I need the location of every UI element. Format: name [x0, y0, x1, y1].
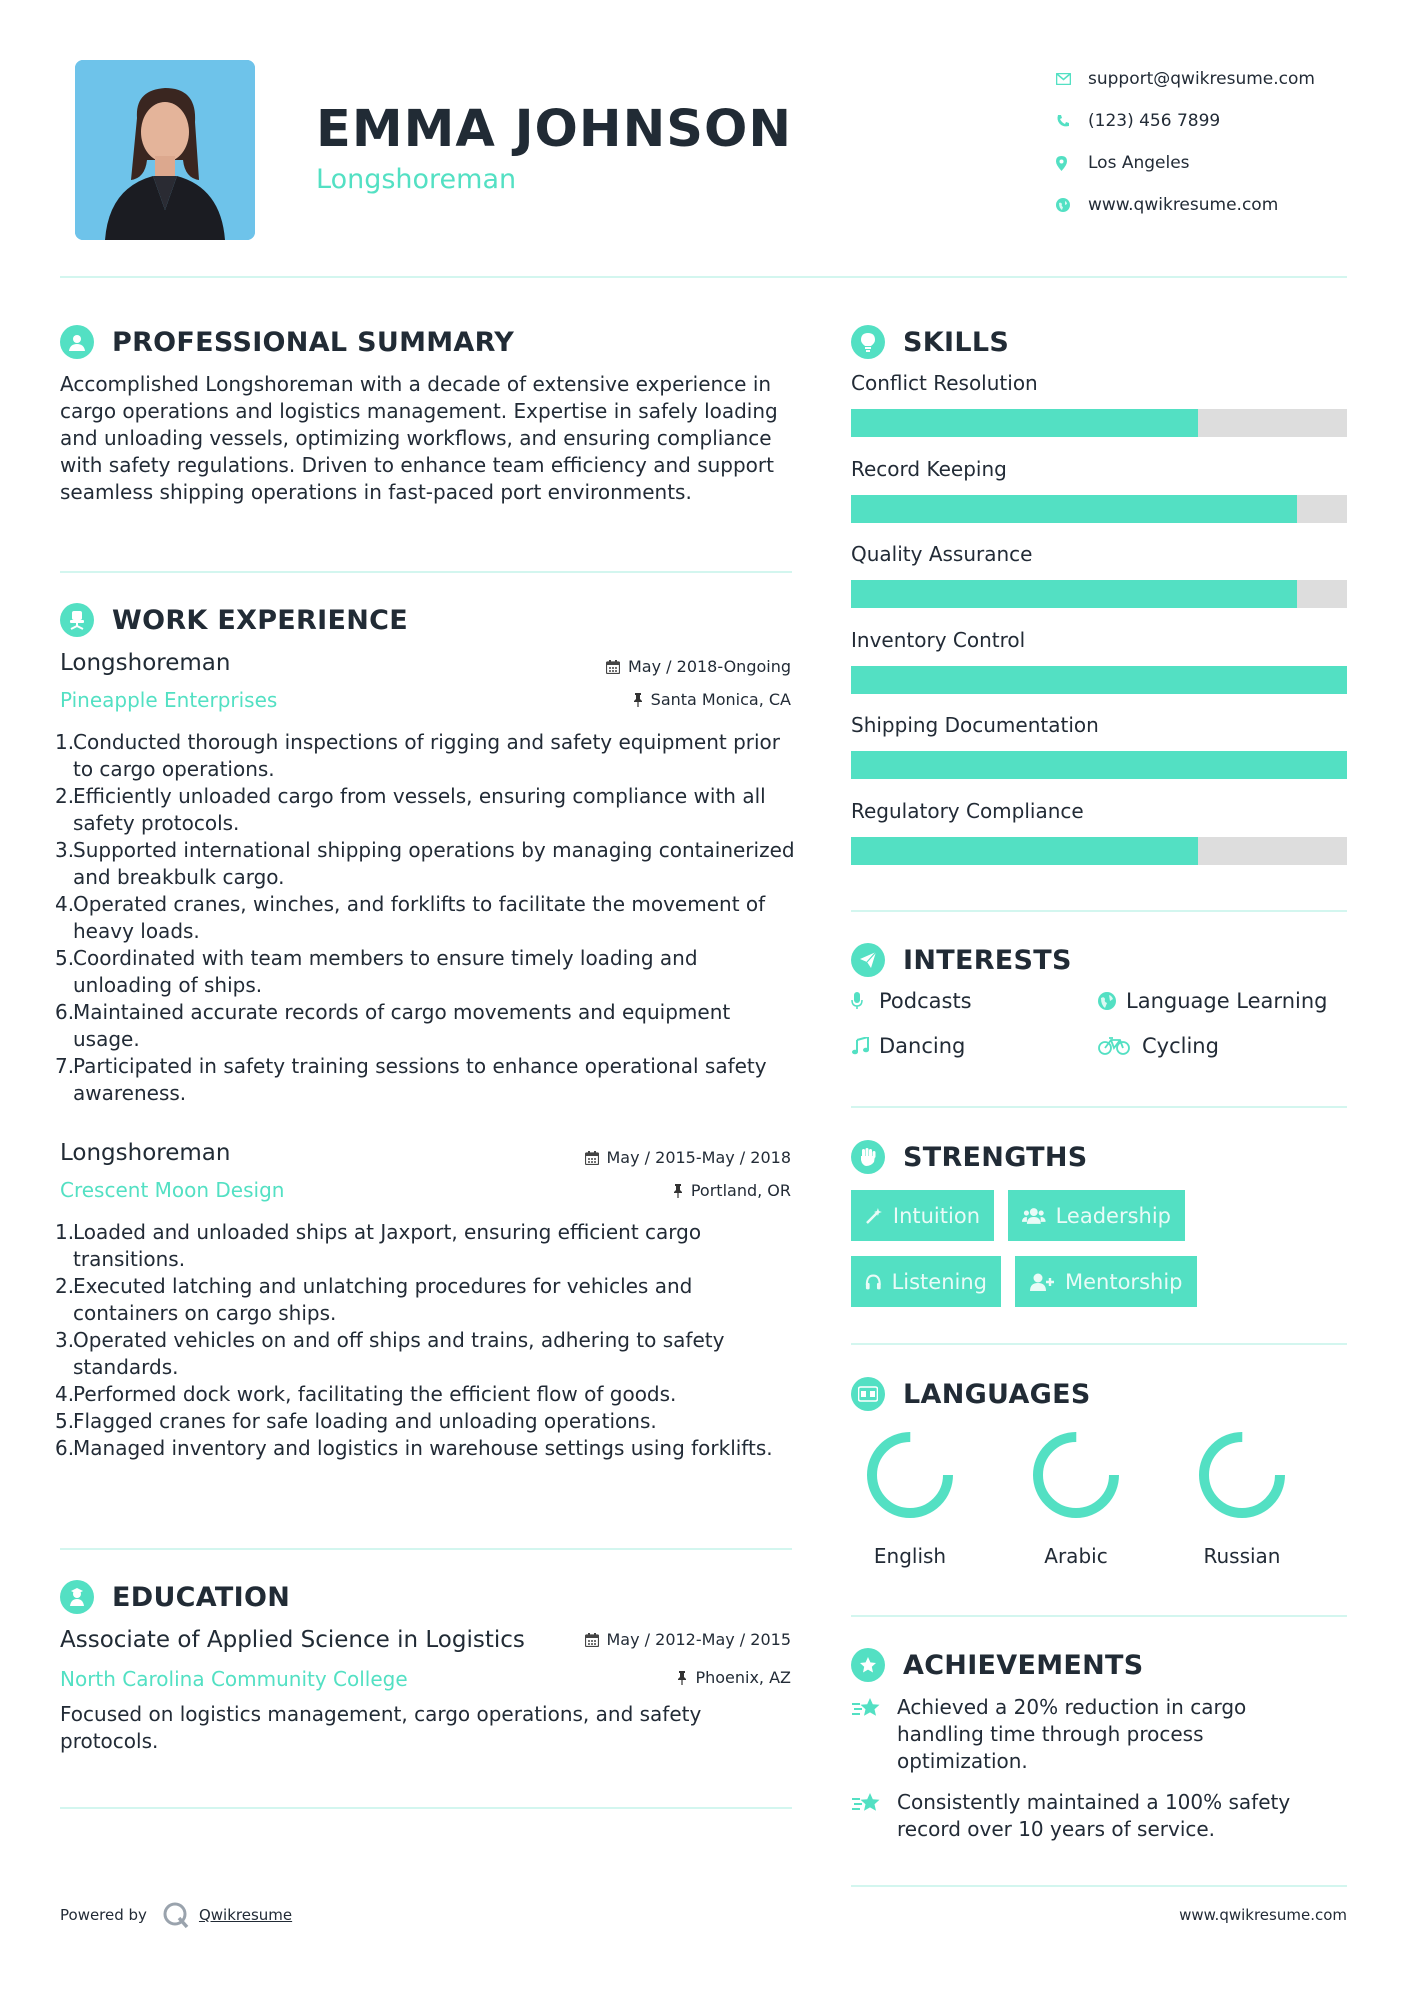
strength-label: Intuition — [892, 1203, 980, 1228]
job-1-title: Longshoreman — [60, 650, 231, 676]
bullet-text: Flagged cranes for safe loading and unloading operations. — [73, 1409, 657, 1433]
achievements-title: ACHIEVEMENTS — [903, 1649, 1144, 1681]
bullet-text: Operated vehicles on and off ships and trains, adhering to safety standards. — [73, 1328, 725, 1379]
skill-label: Regulatory Compliance — [851, 798, 1084, 823]
skill-label: Record Keeping — [851, 456, 1007, 481]
achievement-item-2 — [851, 1789, 1321, 1843]
education-text: Focused on logistics management, cargo operations, and safety protocols. — [60, 1702, 702, 1753]
list-item: 5. Coordinated with team members to ensure timely loading and unloading of ships. — [55, 945, 800, 999]
map-pin-icon — [1056, 153, 1088, 173]
experience-title: WORK EXPERIENCE — [112, 604, 408, 636]
skill-bar-fill — [851, 751, 1347, 779]
job-1-location — [633, 690, 791, 709]
strength-intuition — [851, 1190, 994, 1241]
user-plus-icon — [1029, 1273, 1055, 1291]
list-item: 2. Efficiently unloaded cargo from vessels, ensuring compliance with all safety protocols. — [55, 783, 800, 837]
language-name: English — [873, 1544, 947, 1568]
fist-icon — [851, 1140, 885, 1174]
contact-website[interactable] — [1056, 184, 1396, 226]
skill-bar — [851, 495, 1347, 523]
envelope-icon — [1056, 69, 1088, 89]
job-2-title: Longshoreman — [60, 1140, 231, 1166]
education-heading — [60, 1580, 290, 1614]
list-item: 3. Operated vehicles on and off ships and trains, adhering to safety standards. — [55, 1327, 775, 1381]
language-ring-arc — [872, 1437, 948, 1513]
profile-photo — [75, 60, 255, 240]
skill-label: Shipping Documentation — [851, 713, 1099, 737]
bullet-text: Performed dock work, facilitating the efficient flow of goods. — [73, 1382, 677, 1406]
skill-bar — [851, 409, 1347, 437]
job-1-date-text: May / 2018-Ongoing — [628, 657, 791, 676]
qwikresume-logo-icon — [161, 1900, 191, 1930]
users-icon — [1022, 1207, 1046, 1225]
interests-heading — [851, 943, 1072, 977]
achievement-text: Achieved a 20% reduction in cargo handling time through process optimization. — [897, 1695, 1247, 1773]
bullet-text: Executed latching and unlatching procedures for vehicles and containers on cargo ships. — [73, 1274, 693, 1325]
list-item: 1. Conducted thorough inspections of rigging and safety equipment prior to cargo operations. — [55, 729, 800, 783]
language-ring-arc — [1038, 1437, 1114, 1513]
star-badge-icon — [851, 1648, 885, 1682]
bullet-text: Efficiently unloaded cargo from vessels, ensuring compliance with all safety protocols. — [73, 784, 766, 835]
list-item: 3. Supported international shipping operations by managing containerized and breakbulk cargo. — [55, 837, 800, 891]
education-school: North Carolina Community College — [60, 1667, 408, 1691]
globe-icon — [1098, 992, 1126, 1010]
job-2-bullets — [55, 1219, 775, 1462]
contact-list — [1056, 58, 1396, 226]
list-item: 2. Executed latching and unlatching procedures for vehicles and containers on cargo ships. — [55, 1273, 775, 1327]
job-1-date — [606, 657, 791, 676]
interest-dancing — [851, 1034, 965, 1058]
interest-label: Cycling — [1142, 1034, 1219, 1058]
skill-bar — [851, 580, 1347, 608]
bullet-text: Coordinated with team members to ensure timely loading and unloading of ships. — [73, 946, 698, 997]
skill-bar-fill — [851, 666, 1347, 694]
magic-wand-icon — [865, 1207, 883, 1225]
language-ring — [1031, 1430, 1121, 1520]
bicycle-icon — [1098, 1037, 1142, 1055]
list-item: 7. Participated in safety training sessions to enhance operational safety awareness. — [55, 1053, 800, 1107]
skill-bar-fill — [851, 495, 1297, 523]
job-2-company: Crescent Moon Design — [60, 1178, 285, 1202]
skill-bar — [851, 751, 1347, 779]
education-date — [585, 1630, 792, 1649]
achievement-item-1 — [851, 1694, 1321, 1775]
paper-plane-icon — [851, 943, 885, 977]
contact-website-text: www.qwikresume.com — [1088, 195, 1279, 215]
list-item: 4. Operated cranes, winches, and forklifts to facilitate the movement of heavy loads. — [55, 891, 800, 945]
strength-label: Leadership — [1055, 1203, 1171, 1228]
contact-location-text: Los Angeles — [1088, 153, 1190, 173]
achievement-text: Consistently maintained a 100% safety record over 10 years of service. — [897, 1790, 1291, 1841]
education-title: EDUCATION — [112, 1581, 291, 1613]
user-circle-icon — [60, 325, 94, 359]
skill-label: Inventory Control — [851, 627, 1026, 652]
skills-heading — [851, 325, 1009, 359]
education-degree: Associate of Applied Science in Logistics — [60, 1627, 525, 1653]
education-location — [677, 1668, 791, 1687]
bullet-text: Supported international shipping operations by managing containerized and breakbulk cargo. — [73, 838, 795, 889]
bullet-text: Operated cranes, winches, and forklifts to facilitate the movement of heavy loads. — [73, 892, 766, 943]
experience-divider — [60, 1548, 792, 1550]
strengths-heading — [851, 1140, 1088, 1174]
interest-podcasts — [851, 989, 972, 1013]
language-name: Arabic — [1044, 1544, 1108, 1568]
shooting-star-icon — [851, 1694, 897, 1775]
interest-language-learning — [1098, 989, 1327, 1013]
skill-bar-fill — [851, 837, 1198, 865]
skill-label: Conflict Resolution — [851, 371, 1038, 395]
interest-label: Podcasts — [879, 989, 972, 1013]
language-card-icon — [851, 1377, 885, 1411]
strength-label: Mentorship — [1065, 1269, 1183, 1294]
list-item: 6. Maintained accurate records of cargo movements and equipment usage. — [55, 999, 800, 1053]
language-ring — [865, 1430, 955, 1520]
language-ring-arc — [1204, 1437, 1280, 1513]
strength-mentorship — [1015, 1256, 1197, 1307]
education-date-text: May / 2012-May / 2015 — [606, 1630, 791, 1649]
summary-title: PROFESSIONAL SUMMARY — [112, 326, 515, 358]
strength-label: Listening — [891, 1269, 987, 1294]
bullet-text: Managed inventory and logistics in warehouse settings using forklifts. — [73, 1436, 773, 1460]
globe-icon — [1056, 195, 1088, 215]
job-2-location — [673, 1181, 791, 1200]
shooting-star-icon — [851, 1789, 897, 1843]
interest-cycling — [1098, 1034, 1219, 1058]
languages-title: LANGUAGES — [903, 1378, 1091, 1410]
pushpin-icon — [633, 693, 643, 707]
footer-website[interactable]: www.qwikresume.com — [1179, 1906, 1347, 1924]
skills-title: SKILLS — [903, 326, 1010, 358]
contact-location — [1056, 142, 1396, 184]
skill-bar-fill — [851, 580, 1297, 608]
interests-title: INTERESTS — [903, 944, 1072, 976]
skill-bar — [851, 666, 1347, 694]
bullet-text: Loaded and unloaded ships at Jaxport, ensuring efficient cargo transitions. — [73, 1220, 702, 1271]
headphones-icon — [865, 1273, 882, 1291]
languages-heading — [851, 1377, 1091, 1411]
list-item: 4. Performed dock work, facilitating the efficient flow of goods. — [55, 1382, 677, 1406]
qwikresume-link[interactable]: Qwikresume — [198, 1906, 293, 1924]
music-note-icon — [851, 1037, 879, 1055]
footer-powered-by — [60, 1900, 292, 1930]
interest-label: Dancing — [879, 1034, 966, 1058]
contact-email-text: support@qwikresume.com — [1088, 69, 1315, 89]
pushpin-icon — [673, 1184, 683, 1198]
education-divider — [60, 1807, 792, 1809]
interests-divider — [851, 1106, 1347, 1108]
microphone-icon — [851, 992, 879, 1010]
strength-leadership — [1008, 1190, 1185, 1241]
chair-icon — [60, 603, 94, 637]
skills-divider — [851, 910, 1347, 912]
job-2-date-text: May / 2015-May / 2018 — [606, 1148, 791, 1167]
pushpin-icon — [677, 1671, 687, 1685]
contact-phone[interactable] — [1056, 100, 1396, 142]
bullet-text: Conducted thorough inspections of rigging and safety equipment prior to cargo operations. — [73, 730, 781, 781]
header-divider — [60, 276, 1347, 278]
graduate-icon — [60, 1580, 94, 1614]
strengths-title: STRENGTHS — [903, 1141, 1088, 1173]
list-item: 5. Flagged cranes for safe loading and unloading operations. — [55, 1409, 657, 1433]
interest-label: Language Learning — [1126, 989, 1328, 1013]
experience-heading — [60, 603, 408, 637]
summary-divider — [60, 571, 792, 573]
calendar-icon — [606, 660, 620, 674]
strengths-divider — [851, 1343, 1347, 1345]
bullet-text: Maintained accurate records of cargo movements and equipment usage. — [73, 1000, 731, 1051]
job-2-date — [585, 1148, 792, 1167]
skill-label: Quality Assurance — [851, 542, 1033, 566]
candidate-name: EMMA JOHNSON — [316, 100, 793, 159]
strength-listening — [851, 1256, 1001, 1307]
list-item: 1. Loaded and unloaded ships at Jaxport, ensuring efficient cargo transitions. — [55, 1219, 775, 1273]
skill-bar — [851, 837, 1347, 865]
list-item: 6. Managed inventory and logistics in warehouse settings using forklifts. — [55, 1436, 773, 1460]
lightbulb-icon — [851, 325, 885, 359]
language-name: Russian — [1203, 1544, 1281, 1568]
contact-phone-text: (123) 456 7899 — [1088, 111, 1221, 131]
calendar-icon — [585, 1633, 599, 1647]
summary-text: Accomplished Longshoreman with a decade of extensive experience in cargo operations and logistics management. Expertise in safely loading and unloading vessels, optimizing workflows, and ensuring compliance with safety regulations. Driven to enhance team efficiency and support seamless shipping operations in fast-paced port environments. — [60, 372, 778, 504]
job-1-bullets — [55, 729, 800, 1107]
language-ring — [1197, 1430, 1287, 1520]
job-1-location-text: Santa Monica, CA — [650, 690, 791, 709]
job-1-company: Pineapple Enterprises — [60, 688, 278, 712]
calendar-icon — [585, 1151, 599, 1165]
job-2-location-text: Portland, OR — [690, 1181, 791, 1200]
bullet-text: Participated in safety training sessions to enhance operational safety awareness. — [73, 1054, 767, 1105]
candidate-role: Longshoreman — [316, 164, 517, 195]
achievements-heading — [851, 1648, 1144, 1682]
contact-email[interactable] — [1056, 58, 1396, 100]
achievements-divider — [851, 1885, 1347, 1887]
phone-icon — [1056, 111, 1088, 131]
skill-bar-fill — [851, 409, 1198, 437]
summary-heading — [60, 325, 514, 359]
languages-divider — [851, 1615, 1347, 1617]
powered-by-label: Powered by — [60, 1906, 147, 1924]
education-location-text: Phoenix, AZ — [695, 1668, 791, 1687]
